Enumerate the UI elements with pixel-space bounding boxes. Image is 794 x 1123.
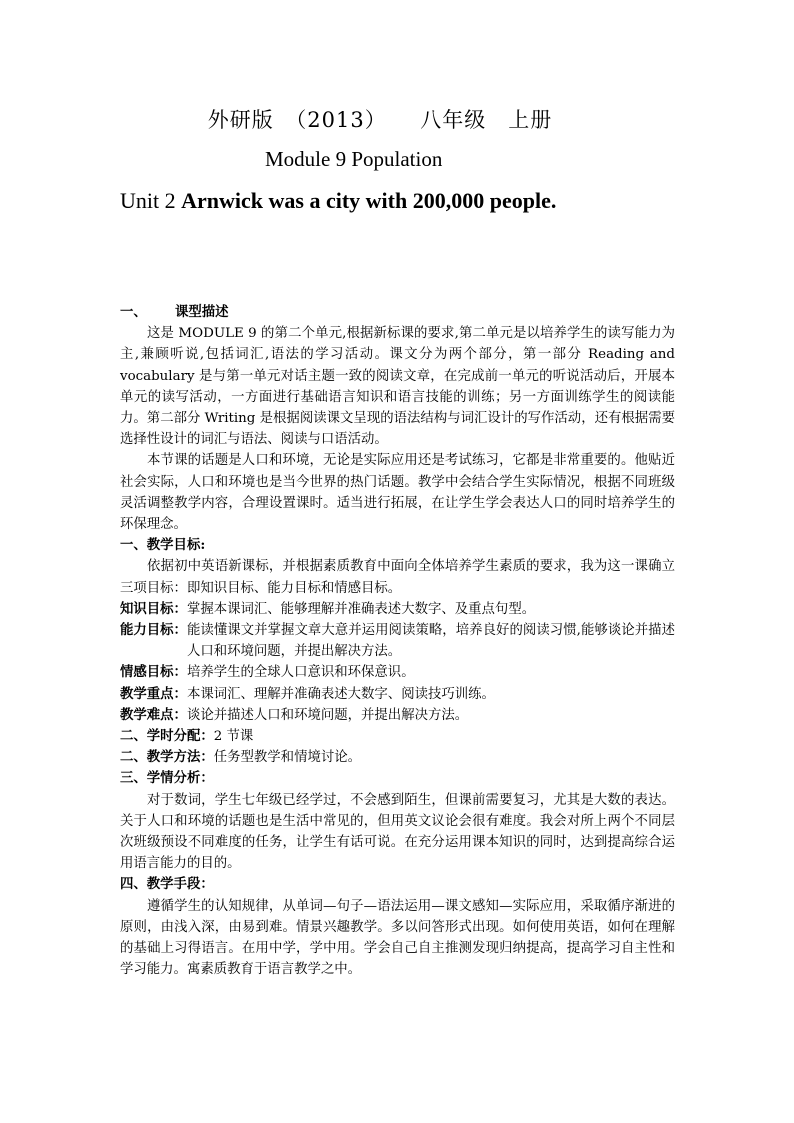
unit-title-bold: Arnwick was a city with 200,000 people. bbox=[181, 188, 557, 213]
document-body bbox=[120, 302, 675, 981]
objective-ability bbox=[120, 620, 675, 662]
objective-text: 本课词汇、理解并准确表述大数字、阅读技巧训练。 bbox=[186, 686, 495, 702]
unit-title-prefix: Unit 2 bbox=[120, 188, 182, 213]
section-class-hours bbox=[120, 726, 675, 747]
section-text: 任务型教学和情境讨论。 bbox=[213, 750, 362, 766]
module-title: Module 9 Population bbox=[265, 147, 443, 171]
objective-knowledge bbox=[120, 599, 675, 620]
teaching-key-points bbox=[120, 684, 675, 705]
objective-label: 知识目标： bbox=[120, 600, 187, 617]
section-text: 2 节课 bbox=[213, 729, 254, 745]
objective-label: 教学难点： bbox=[120, 706, 187, 723]
teaching-difficulties bbox=[120, 705, 675, 726]
section-heading-course-type bbox=[120, 302, 675, 323]
objective-label: 能力目标： bbox=[120, 622, 187, 639]
section-heading-student-analysis: 三、学情分析： bbox=[120, 770, 214, 787]
section-label: 二、学时分配： bbox=[120, 728, 214, 745]
paragraph: 这是 MODULE 9 的第二个单元,根据新标课的要求,第二单元是以培养学生的读写能力为主,兼顾听说,包括词汇,语法的学习活动。课文分为两个部分，第一部分 Reading and vocabulary 是与第一单元对话主题一致的阅读文章，在完成前一单元的听说活动后，开展本单元的读写活动，一方面进行基础语言知识和语言技能的训练；另一方面训练学生的阅读能力。第二部分 Writing 是根据阅读课文呈现的语法结构与词汇设计的写作活动，还有根据需要选择性设计的词汇与语法、阅读与口语活动。 bbox=[120, 326, 675, 448]
objective-text: 能读懂课文并掌握文章大意并运用阅读策略，培养良好的阅读习惯,能够谈论并描述人口和环境问题，并提出解决方法。 bbox=[186, 623, 675, 660]
objective-label: 教学重点： bbox=[120, 685, 187, 702]
paragraph: 遵循学生的认知规律，从单词—句子—语法运用—课文感知—实际应用，采取循序渐进的原则，由浅入深，由易到难。情景兴趣教学。多以问答形式出现。如何使用英语，如何在理解的基础上习得语言。在用中学，学中用。学会自己自主推测发现归纳提高，提高学习自主性和学习能力。寓素质教育于语言教学之中。 bbox=[120, 898, 675, 978]
objective-emotion bbox=[120, 662, 675, 683]
section-label: 二、教学方法： bbox=[120, 749, 214, 766]
section-number: 一、 bbox=[120, 304, 147, 320]
objective-text: 培养学生的全球人口意识和环保意识。 bbox=[186, 665, 415, 681]
objective-label: 情感目标： bbox=[120, 664, 187, 681]
paragraph: 依据初中英语新课标，并根据素质教育中面向全体培养学生素质的要求，我为这一课确立三项目标：即知识目标、能力目标和情感目标。 bbox=[120, 559, 675, 596]
section-title: 课型描述 bbox=[175, 304, 229, 320]
section-teaching-methods bbox=[120, 747, 675, 768]
paragraph: 本节课的话题是人口和环境，无论是实际应用还是考试练习，它都是非常重要的。他贴近社会实际，人口和环境也是当今世界的热门话题。教学中会结合学生实际情况，根据不同班级灵活调整教学内容，合理设置课时。适当进行拓展，在让学生学会表达人口的同时培养学生的环保理念。 bbox=[120, 453, 675, 533]
unit-title bbox=[120, 188, 556, 214]
objective-text: 谈论并描述人口和环境问题，并提出解决方法。 bbox=[186, 707, 469, 723]
section-heading-teaching-means: 四、教学手段： bbox=[120, 876, 214, 893]
document-title: 外研版 （2013） 八年级 上册 bbox=[207, 108, 553, 132]
section-heading-objectives: 一、教学目标: bbox=[120, 537, 206, 554]
objective-text: 掌握本课词汇、能够理解并准确表述大数字、及重点句型。 bbox=[186, 601, 536, 617]
paragraph: 对于数词，学生七年级已经学过，不会感到陌生，但课前需要复习，尤其是大数的表达。关于人口和环境的话题也是生活中常见的，但用英文议论会很有难度。我会对所上两个不同层次班级预设不同难度的任务，让学生有话可说。在充分运用课本知识的同时，达到提高综合运用语言能力的目的。 bbox=[120, 792, 675, 872]
